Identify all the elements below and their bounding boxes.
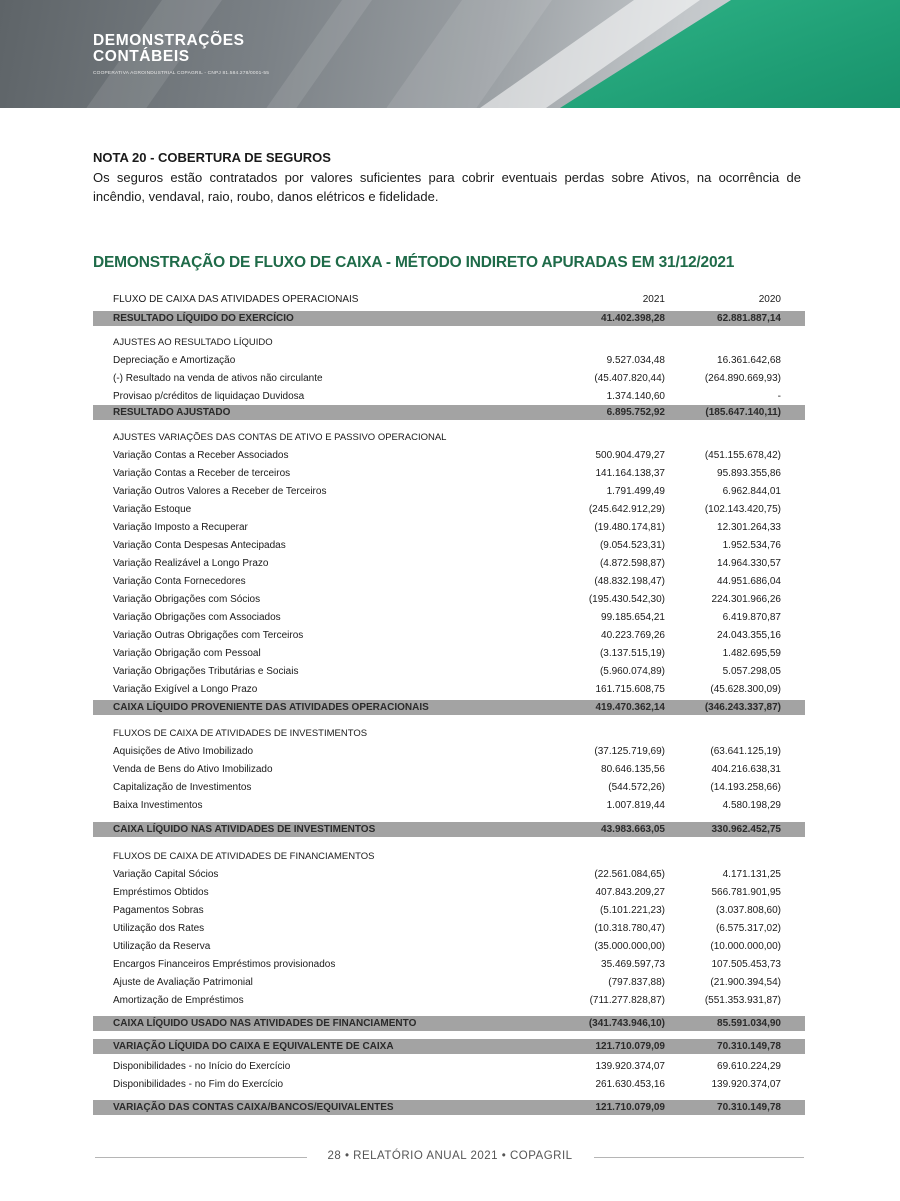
value-2021: (3.137.515,19) xyxy=(599,648,665,659)
value-2020: 2020 xyxy=(758,294,781,305)
table-row xyxy=(93,609,805,626)
row-label: Variação Imposto a Recuperar xyxy=(113,522,248,533)
value-2021: 6.895.752,92 xyxy=(606,407,665,418)
banner-subtitle: COOPERATIVA AGROINDUSTRIAL COPAGRIL - CNPJ 81.584.278/0001-55 xyxy=(93,71,270,76)
row-label: RESULTADO AJUSTADO xyxy=(113,407,231,418)
value-2021: (37.125.719,69) xyxy=(594,746,665,757)
row-label: Capitalização de Investimentos xyxy=(113,782,252,793)
table-section-row xyxy=(93,848,805,865)
value-2020: 70.310.149,78 xyxy=(717,1102,781,1113)
value-2021: (245.642.912,29) xyxy=(588,504,665,515)
value-2021: (544.572,26) xyxy=(608,782,665,793)
table-row xyxy=(93,663,805,680)
value-2021: 99.185.654,21 xyxy=(601,612,665,623)
table-row xyxy=(93,388,805,405)
value-2020: 107.505.453,73 xyxy=(711,959,781,970)
banner-title: DEMONSTRAÇÕES CONTÁBEIS xyxy=(93,32,245,65)
table-total-row xyxy=(93,822,805,837)
row-label: Variação Obrigações Tributárias e Sociais xyxy=(113,666,299,677)
value-2021: 407.843.209,27 xyxy=(595,887,665,898)
value-2021: 1.791.499,49 xyxy=(606,486,665,497)
row-label: Variação Contas a Receber de terceiros xyxy=(113,468,291,479)
value-2020: (551.353.931,87) xyxy=(704,995,781,1006)
value-2020: 12.301.264,33 xyxy=(717,522,781,533)
table-row xyxy=(93,681,805,698)
row-label: Variação Conta Despesas Antecipadas xyxy=(113,540,286,551)
table-row xyxy=(93,465,805,482)
value-2021: (10.318.780,47) xyxy=(594,923,665,934)
row-label: Disponibilidades - no Fim do Exercício xyxy=(113,1079,284,1090)
value-2020: 6.419.870,87 xyxy=(722,612,781,623)
value-2021: 80.646.135,56 xyxy=(601,764,665,775)
value-2020: 5.057.298,05 xyxy=(722,666,781,677)
row-label: AJUSTES AO RESULTADO LÍQUIDO xyxy=(113,337,273,348)
table-row xyxy=(93,884,805,901)
value-2021: (797.837,88) xyxy=(608,977,665,988)
value-2020: (185.647.140,11) xyxy=(705,407,781,418)
value-2020: 85.591.034,90 xyxy=(717,1018,781,1029)
value-2020: (264.890.669,93) xyxy=(704,373,781,384)
row-label: CAIXA LÍQUIDO PROVENIENTE DAS ATIVIDADES OPERACIONAIS xyxy=(113,702,429,713)
row-label: Depreciação e Amortização xyxy=(113,355,236,366)
value-2020: 24.043.355,16 xyxy=(717,630,781,641)
footer: 28 • RELATÓRIO ANUAL 2021 • COPAGRIL xyxy=(327,1150,573,1162)
table-header-row xyxy=(93,291,805,308)
value-2021: 261.630.453,16 xyxy=(595,1079,665,1090)
value-2020: (3.037.808,60) xyxy=(715,905,781,916)
table-section-row xyxy=(93,334,805,351)
row-label: Venda de Bens do Ativo Imobilizado xyxy=(113,764,273,775)
value-2020: 14.964.330,57 xyxy=(717,558,781,569)
table-row xyxy=(93,1076,805,1093)
table-row xyxy=(93,352,805,369)
row-label: Utilização da Reserva xyxy=(113,941,211,952)
row-label: CAIXA LÍQUIDO USADO NAS ATIVIDADES DE FINANCIAMENTO xyxy=(113,1018,417,1029)
value-2020: 224.301.966,26 xyxy=(711,594,781,605)
report-title: RELATÓRIO ANUAL 2021 xyxy=(353,1150,499,1162)
row-label: Ajuste de Avaliação Patrimonial xyxy=(113,977,253,988)
value-2020: 95.893.355,86 xyxy=(717,468,781,479)
table-row xyxy=(93,920,805,937)
value-2021: 40.223.769,26 xyxy=(601,630,665,641)
row-label: Pagamentos Sobras xyxy=(113,905,204,916)
table-row xyxy=(93,992,805,1009)
value-2020: (6.575.317,02) xyxy=(715,923,781,934)
row-label: Variação Outros Valores a Receber de Terceiros xyxy=(113,486,327,497)
table-total-row xyxy=(93,1100,805,1115)
value-2020: 566.781.901,95 xyxy=(711,887,781,898)
value-2020: 1.482.695,59 xyxy=(722,648,781,659)
value-2020: (21.900.394,54) xyxy=(710,977,781,988)
table-row xyxy=(93,645,805,662)
table-total-row xyxy=(93,405,805,420)
value-2021: 1.374.140,60 xyxy=(606,391,665,402)
row-label: Variação Estoque xyxy=(113,504,192,515)
table-row xyxy=(93,555,805,572)
table-row xyxy=(93,797,805,814)
nota-text: Os seguros estão contratados por valores suficientes para cobrir eventuais perdas sobre Ativos, na ocorrência de incêndio, vendaval, raio, roubo, danos elétricos e fidelidade. xyxy=(93,170,801,204)
value-2020: 4.580.198,29 xyxy=(722,800,781,811)
value-2020: (10.000.000,00) xyxy=(710,941,781,952)
table-row xyxy=(93,370,805,387)
dfc-title: DEMONSTRAÇÃO DE FLUXO DE CAIXA - MÉTODO INDIRETO APURADAS EM 31/12/2021 xyxy=(93,254,735,271)
table-row xyxy=(93,956,805,973)
nota-title: NOTA 20 - COBERTURA DE SEGUROS xyxy=(93,150,331,165)
value-2020: 69.610.224,29 xyxy=(717,1061,781,1072)
value-2021: (5.960.074,89) xyxy=(599,666,665,677)
table-row xyxy=(93,483,805,500)
value-2021: 35.469.597,73 xyxy=(601,959,665,970)
table-row xyxy=(93,1058,805,1075)
value-2020: (102.143.420,75) xyxy=(704,504,781,515)
row-label: FLUXOS DE CAIXA DE ATIVIDADES DE INVESTIMENTOS xyxy=(113,728,368,739)
table-total-row xyxy=(93,1016,805,1031)
table-row xyxy=(93,573,805,590)
row-label: Disponibilidades - no Início do Exercício xyxy=(113,1061,291,1072)
row-label: Variação Outras Obrigações com Terceiros xyxy=(113,630,304,641)
value-2020: 62.881.887,14 xyxy=(717,313,781,324)
value-2021: (195.430.542,30) xyxy=(588,594,665,605)
table-section-row xyxy=(93,429,805,446)
table-row xyxy=(93,743,805,760)
table-total-row xyxy=(93,311,805,326)
row-label: Variação Obrigação com Pessoal xyxy=(113,648,261,659)
value-2021: (19.480.174,81) xyxy=(594,522,665,533)
value-2021: (4.872.598,87) xyxy=(599,558,665,569)
value-2020: 44.951.686,04 xyxy=(717,576,781,587)
row-label: Empréstimos Obtidos xyxy=(113,887,209,898)
page-number: 28 xyxy=(327,1150,342,1162)
value-2021: 9.527.034,48 xyxy=(606,355,665,366)
table-row xyxy=(93,938,805,955)
value-2020: (346.243.337,87) xyxy=(704,702,781,713)
table-total-row xyxy=(93,700,805,715)
value-2020: 70.310.149,78 xyxy=(717,1041,781,1052)
table-row xyxy=(93,537,805,554)
row-label: RESULTADO LÍQUIDO DO EXERCÍCIO xyxy=(113,313,294,324)
value-2021: 139.920.374,07 xyxy=(595,1061,665,1072)
row-label: (-) Resultado na venda de ativos não circulante xyxy=(113,373,323,384)
table-row xyxy=(93,501,805,518)
table-row xyxy=(93,591,805,608)
row-label: AJUSTES VARIAÇÕES DAS CONTAS DE ATIVO E PASSIVO OPERACIONAL xyxy=(113,432,447,443)
value-2020: 139.920.374,07 xyxy=(711,1079,781,1090)
value-2020: 6.962.844,01 xyxy=(722,486,781,497)
value-2021: (22.561.084,65) xyxy=(594,869,665,880)
table-row xyxy=(93,866,805,883)
row-label: Variação Capital Sócios xyxy=(113,869,219,880)
row-label: Amortização de Empréstimos xyxy=(113,995,244,1006)
brand-name: COPAGRIL xyxy=(509,1150,573,1162)
value-2020: (14.193.258,66) xyxy=(710,782,781,793)
value-2021: 1.007.819,44 xyxy=(606,800,665,811)
table-row xyxy=(93,902,805,919)
table-row xyxy=(93,779,805,796)
value-2021: 419.470.362,14 xyxy=(595,702,665,713)
value-2021: (35.000.000,00) xyxy=(594,941,665,952)
row-label: VARIAÇÃO DAS CONTAS CAIXA/BANCOS/EQUIVALENTES xyxy=(113,1102,394,1113)
value-2021: (341.743.946,10) xyxy=(588,1018,665,1029)
row-label: Variação Realizável a Longo Prazo xyxy=(113,558,269,569)
value-2021: 41.402.398,28 xyxy=(601,313,665,324)
value-2021: (9.054.523,31) xyxy=(599,540,665,551)
table-row xyxy=(93,974,805,991)
value-2021: (5.101.221,23) xyxy=(599,905,665,916)
value-2021: (48.832.198,47) xyxy=(594,576,665,587)
value-2020: - xyxy=(777,391,781,402)
header-banner xyxy=(0,0,900,108)
value-2021: 141.164.138,37 xyxy=(595,468,665,479)
table-section-row xyxy=(93,725,805,742)
row-label: FLUXO DE CAIXA DAS ATIVIDADES OPERACIONAIS xyxy=(113,294,359,305)
row-label: Baixa Investimentos xyxy=(113,800,203,811)
table-row xyxy=(93,761,805,778)
value-2020: (45.628.300,09) xyxy=(710,684,781,695)
row-label: Variação Exigível a Longo Prazo xyxy=(113,684,258,695)
value-2020: 1.952.534,76 xyxy=(722,540,781,551)
value-2020: 404.216.638,31 xyxy=(711,764,781,775)
row-label: VARIAÇÃO LÍQUIDA DO CAIXA E EQUIVALENTE DE CAIXA xyxy=(113,1041,394,1052)
row-label: Aquisições de Ativo Imobilizado xyxy=(113,746,254,757)
value-2021: 121.710.079,09 xyxy=(595,1102,665,1113)
row-label: FLUXOS DE CAIXA DE ATIVIDADES DE FINANCIAMENTOS xyxy=(113,851,375,862)
row-label: Variação Contas a Receber Associados xyxy=(113,450,289,461)
value-2021: 161.715.608,75 xyxy=(595,684,665,695)
row-label: Provisao p/créditos de liquidaçao Duvidosa xyxy=(113,391,305,402)
row-label: Variação Obrigações com Sócios xyxy=(113,594,261,605)
value-2020: 16.361.642,68 xyxy=(717,355,781,366)
value-2021: 43.983.663,05 xyxy=(601,824,665,835)
value-2021: (711.277.828,87) xyxy=(589,995,665,1006)
row-label: Variação Obrigações com Associados xyxy=(113,612,281,623)
value-2020: 4.171.131,25 xyxy=(722,869,781,880)
table-total-row xyxy=(93,1039,805,1054)
value-2020: (451.155.678,42) xyxy=(704,450,781,461)
row-label: CAIXA LÍQUIDO NAS ATIVIDADES DE INVESTIMENTOS xyxy=(113,824,376,835)
row-label: Encargos Financeiros Empréstimos provisionados xyxy=(113,959,336,970)
value-2020: 330.962.452,75 xyxy=(711,824,781,835)
value-2021: (45.407.820,44) xyxy=(594,373,665,384)
row-label: Variação Conta Fornecedores xyxy=(113,576,246,587)
table-row xyxy=(93,627,805,644)
value-2021: 2021 xyxy=(642,294,665,305)
table-row xyxy=(93,447,805,464)
row-label: Utilização dos Rates xyxy=(113,923,205,934)
value-2021: 121.710.079,09 xyxy=(595,1041,665,1052)
table-row xyxy=(93,519,805,536)
value-2021: 500.904.479,27 xyxy=(595,450,665,461)
value-2020: (63.641.125,19) xyxy=(710,746,781,757)
